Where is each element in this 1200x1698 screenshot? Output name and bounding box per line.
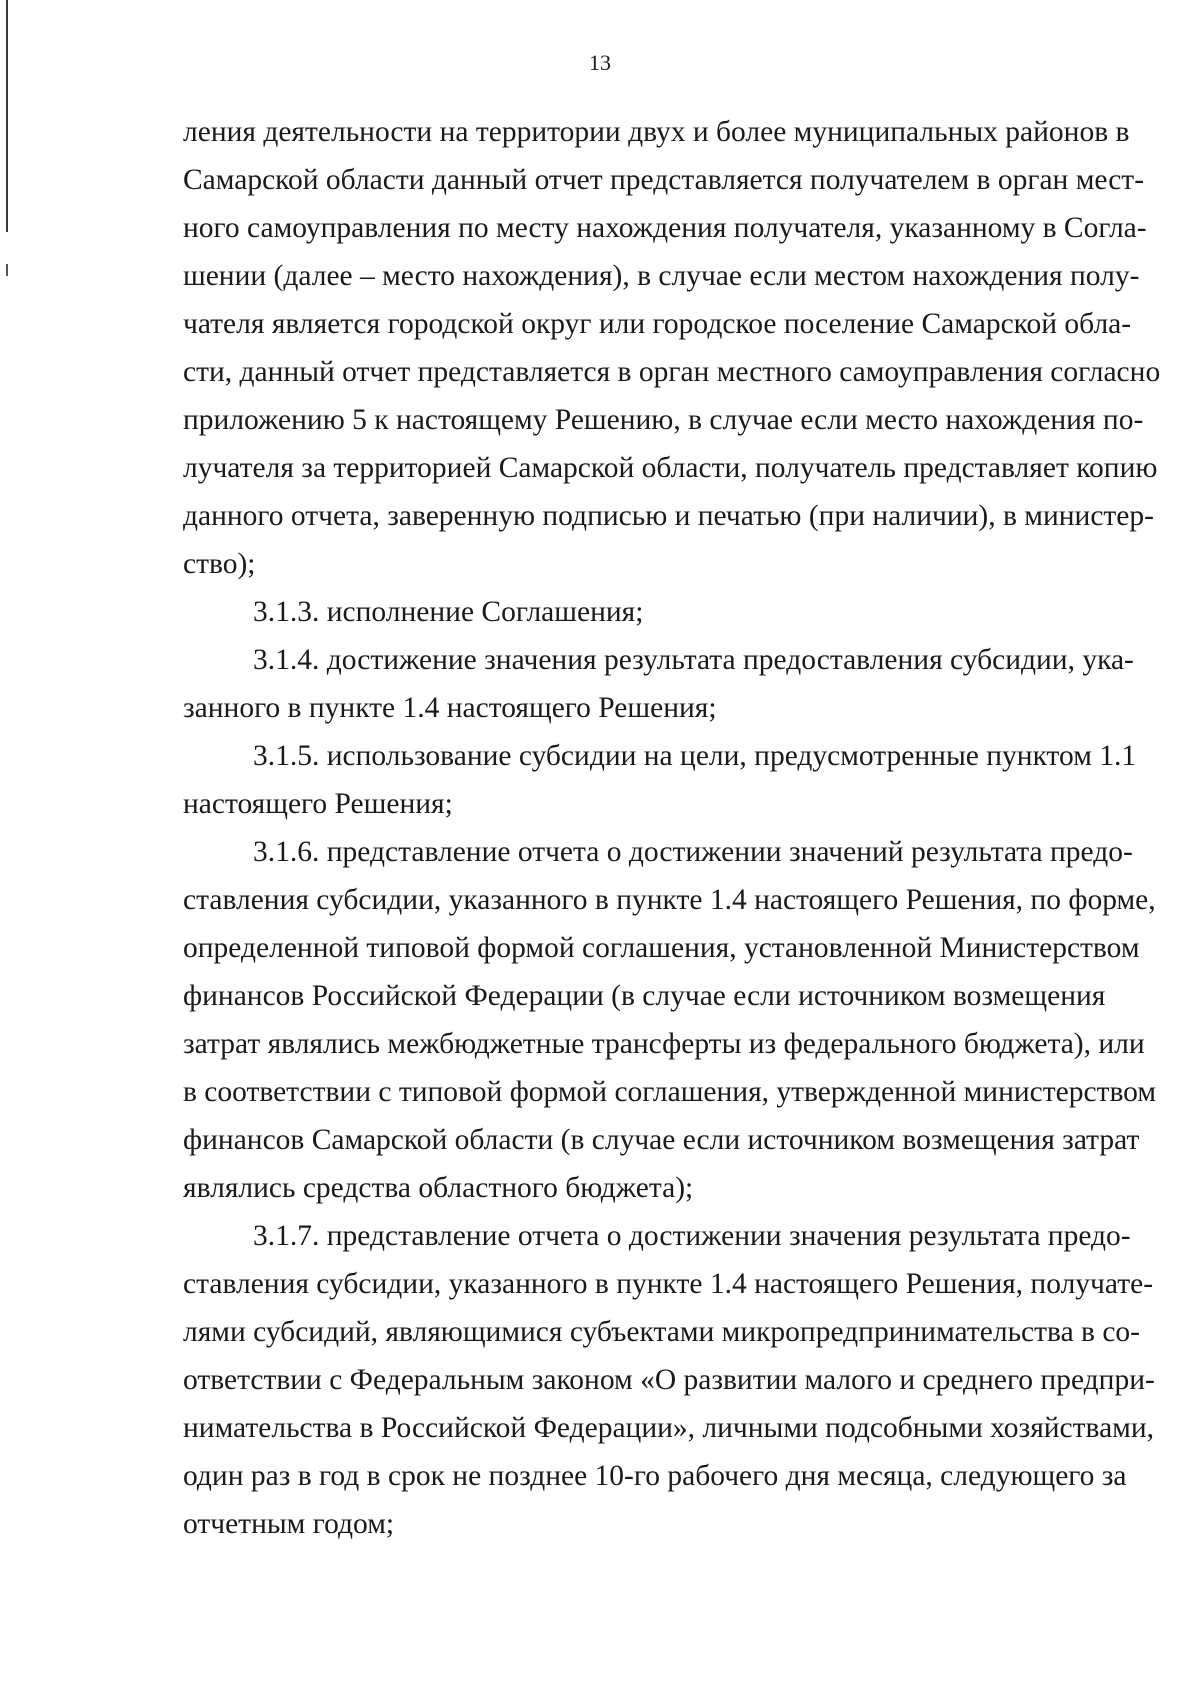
text-line: лями субсидий, являющимися субъектами микропредпринимательства в со- — [183, 1316, 1141, 1348]
text-line: нимательства в Российской Федерации», личными подсобными хозяйствами, — [183, 1412, 1155, 1444]
text-line: ного самоуправления по месту нахождения получателя, указанному в Согла- — [183, 212, 1147, 244]
paragraph-p2 — [183, 588, 1043, 636]
text-line: сти, данный отчет представляется в орган местного самоуправления согласно — [183, 356, 1161, 388]
text-line: ставления субсидии, указанного в пункте 1.4 настоящего Решения, по форме, — [183, 884, 1156, 916]
text-line: 3.1.5. использование субсидии на цели, предусмотренные пунктом 1.1 — [253, 740, 1137, 772]
text-line: ления деятельности на территории двух и более муниципальных районов в — [183, 116, 1130, 148]
text-line: определенной типовой формой соглашения, установленной Министерством — [183, 932, 1140, 964]
paragraph-p3 — [183, 636, 1134, 732]
text-line: 3.1.6. представление отчета о достижении значений результата предо- — [253, 836, 1133, 868]
text-line: финансов Российской Федерации (в случае если источником возмещения — [183, 980, 1106, 1012]
text-line: являлись средства областного бюджета); — [183, 1172, 694, 1204]
text-line: лучателя за территорией Самарской области, получатель представляет копию — [183, 452, 1158, 484]
text-line: 3.1.3. исполнение Соглашения; — [253, 596, 644, 628]
page-number: 13 — [589, 50, 611, 75]
text-line: шении (далее – место нахождения), в случае если местом нахождения полу- — [183, 260, 1140, 292]
text-line: занного в пункте 1.4 настоящего Решения; — [183, 692, 717, 724]
text-line: чателя является городской округ или городское поселение Самарской обла- — [183, 308, 1132, 340]
document-body — [183, 108, 1161, 1548]
text-line: Самарской области данный отчет представляется получателем в орган мест- — [183, 164, 1145, 196]
text-line: отчетным годом; — [183, 1508, 395, 1540]
text-line: данного отчета, заверенную подписью и печатью (при наличии), в министер- — [183, 500, 1154, 532]
text-line: финансов Самарской области (в случае если источником возмещения затрат — [183, 1124, 1140, 1156]
paragraph-p1 — [183, 108, 1161, 588]
text-line: ство); — [183, 548, 256, 580]
text-line: один раз в год в срок не позднее 10-го рабочего дня месяца, следующего за — [183, 1460, 1127, 1492]
text-line: затрат являлись межбюджетные трансферты из федерального бюджета), или — [183, 1028, 1145, 1060]
text-line: в соответствии с типовой формой соглашения, утвержденной министерством — [183, 1076, 1157, 1108]
text-line: ставления субсидии, указанного в пункте 1.4 настоящего Решения, получате- — [183, 1268, 1154, 1300]
paragraph-p4 — [183, 732, 1137, 828]
text-line: ответствии с Федеральным законом «О развитии малого и среднего предпри- — [183, 1364, 1155, 1396]
text-line: 3.1.4. достижение значения результата предоставления субсидии, ука- — [253, 644, 1134, 676]
paragraph-p5 — [183, 828, 1157, 1212]
scan-edge-line — [6, 0, 8, 232]
scan-edge-mark — [6, 264, 8, 276]
text-line: 3.1.7. представление отчета о достижении значения результата предо- — [253, 1220, 1131, 1252]
text-line: приложению 5 к настоящему Решению, в случае если место нахождения по- — [183, 404, 1144, 436]
paragraph-p6 — [183, 1212, 1155, 1548]
text-line: настоящего Решения; — [183, 788, 453, 820]
